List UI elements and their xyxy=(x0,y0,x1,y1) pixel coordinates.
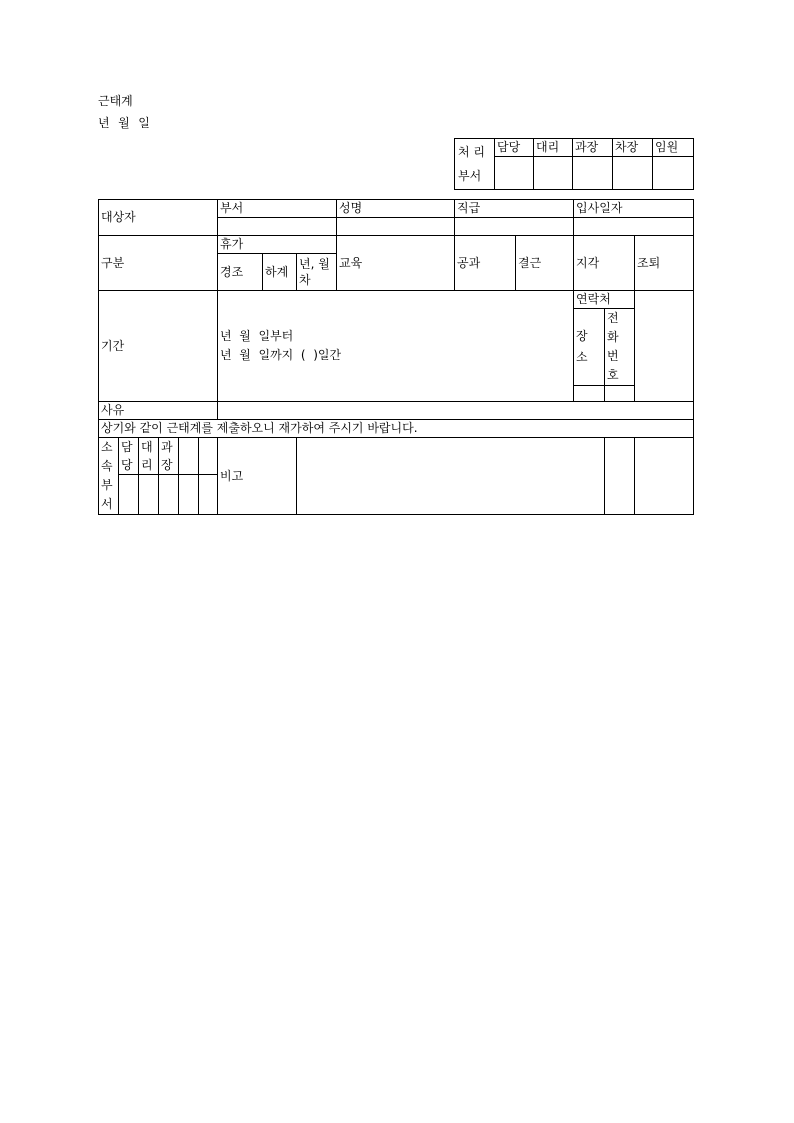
field-value-department[interactable] xyxy=(218,218,337,236)
vacation-annual-monthly[interactable]: 년, 월 차 xyxy=(297,254,337,291)
place-label: 장 소 xyxy=(574,309,605,386)
date-year: 년 xyxy=(98,116,111,130)
approval-sign-deputy-director[interactable] xyxy=(613,157,653,190)
period-label: 기간 xyxy=(99,291,218,402)
category-education[interactable]: 교육 xyxy=(337,236,455,291)
period-value[interactable] xyxy=(218,291,574,402)
statement-text: 상기와 같이 근태계를 제출하오니 재가하여 주시기 바랍니다. xyxy=(99,420,694,438)
category-absence[interactable]: 결근 xyxy=(516,236,574,291)
category-late[interactable]: 지각 xyxy=(574,236,635,291)
approval-label xyxy=(455,139,495,190)
target-label: 대상자 xyxy=(99,200,218,236)
vacation-condolence[interactable]: 경조 xyxy=(218,254,263,291)
field-value-rank[interactable] xyxy=(455,218,574,236)
dept-role-blank-2 xyxy=(199,438,218,475)
period-from: 년 월 일부터 xyxy=(220,329,294,343)
dept-sign-blank-1[interactable] xyxy=(179,475,199,515)
approval-sign-assistant-manager[interactable] xyxy=(534,157,573,190)
dept-sign-manager[interactable] xyxy=(159,475,179,515)
contact-label: 연락처 xyxy=(574,291,635,309)
date-day: 일 xyxy=(138,116,151,130)
field-label-name: 성명 xyxy=(337,200,455,218)
period-to: 년 월 일까지 ( )일간 xyxy=(220,348,342,362)
place-value[interactable] xyxy=(574,386,605,402)
date-month: 월 xyxy=(118,116,131,130)
approval-sign-manager[interactable] xyxy=(573,157,613,190)
phone-value[interactable] xyxy=(605,386,635,402)
approval-label-line1: 처 리 xyxy=(458,145,485,159)
vacation-summer[interactable]: 하계 xyxy=(263,254,297,291)
approval-role-executive: 임원 xyxy=(653,139,694,157)
phone-label: 전 화 번 호 xyxy=(605,309,635,386)
approval-sign-executive[interactable] xyxy=(653,157,694,190)
attendance-form-table xyxy=(98,199,694,515)
category-early-leave[interactable]: 조퇴 xyxy=(635,236,694,291)
remarks-extra-2[interactable] xyxy=(635,438,694,515)
dept-role-staff: 담 당 xyxy=(119,438,139,475)
remarks-extra-1[interactable] xyxy=(605,438,635,515)
dept-sign-assistant-manager[interactable] xyxy=(139,475,159,515)
approval-sign-staff[interactable] xyxy=(495,157,534,190)
approval-label-line2: 부서 xyxy=(458,169,482,183)
field-label-hire-date: 입사일자 xyxy=(574,200,694,218)
dept-role-manager: 과 장 xyxy=(159,438,179,475)
contact-value[interactable] xyxy=(635,291,694,402)
approval-role-manager: 과장 xyxy=(573,139,613,157)
reason-value[interactable] xyxy=(218,402,694,420)
dept-sign-staff[interactable] xyxy=(119,475,139,515)
category-label: 구분 xyxy=(99,236,218,291)
document-title: 근태계 xyxy=(98,94,133,108)
category-public-duty[interactable]: 공과 xyxy=(455,236,516,291)
approval-role-staff: 담당 xyxy=(495,139,534,157)
field-label-rank: 직급 xyxy=(455,200,574,218)
approval-role-assistant-manager: 대리 xyxy=(534,139,573,157)
field-label-department: 부서 xyxy=(218,200,337,218)
approval-table xyxy=(454,138,694,190)
vacation-label: 휴가 xyxy=(218,236,337,254)
remarks-value[interactable] xyxy=(297,438,605,515)
dept-label: 소 속 부 서 xyxy=(99,438,119,515)
dept-role-blank-1 xyxy=(179,438,199,475)
dept-sign-blank-2[interactable] xyxy=(199,475,218,515)
approval-role-deputy-director: 차장 xyxy=(613,139,653,157)
field-value-name[interactable] xyxy=(337,218,455,236)
reason-label: 사유 xyxy=(99,402,218,420)
field-value-hire-date[interactable] xyxy=(574,218,694,236)
dept-role-assistant-manager: 대 리 xyxy=(139,438,159,475)
document-date xyxy=(98,116,158,130)
remarks-label: 비고 xyxy=(218,438,297,515)
